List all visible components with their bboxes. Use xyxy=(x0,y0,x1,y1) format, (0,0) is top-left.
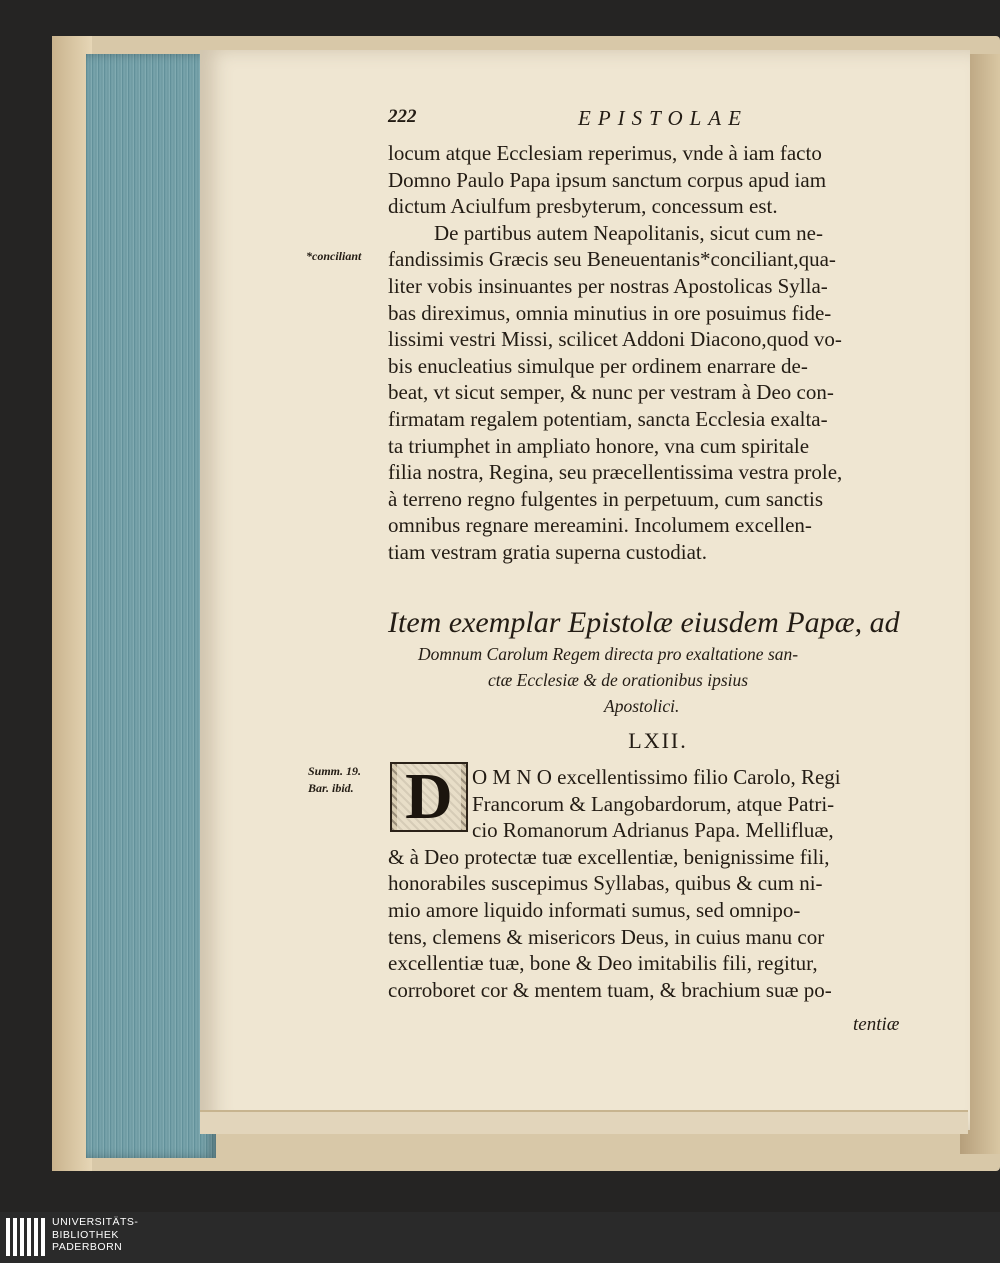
epistle-title-line: ctæ Ecclesiæ & de orationibus ipsius xyxy=(488,670,749,690)
page-bottom-edge xyxy=(200,1110,968,1134)
epistle-title xyxy=(388,606,928,722)
chapter-number: LXII. xyxy=(628,728,688,753)
page-number: 222 xyxy=(388,106,417,127)
catchword: tentiæ xyxy=(853,1014,900,1035)
body-line: dictum Aciulfum presbyterum, concessum est. xyxy=(388,194,778,219)
margin-note-bar: Bar. ibid. xyxy=(308,781,354,795)
letter-line: corroboret cor & mentem tuam, & brachium suæ po- xyxy=(388,977,832,1002)
epistle-title-line: Apostolici. xyxy=(604,696,680,716)
library-line: BIBLIOTHEK xyxy=(52,1228,119,1241)
letter-line: O M N O excellentissimo filio Carolo, Regi xyxy=(472,765,841,789)
letter-line: honorabiles suscepimus Syllabas, quibus & cum ni- xyxy=(388,871,823,896)
letter-line: & à Deo protectæ tuæ excellentiæ, benignissime fili, xyxy=(388,844,830,869)
body-line: Domno Paulo Papa ipsum sanctum corpus apud iam xyxy=(388,167,827,192)
body-line: omnibus regnare mereamini. Incolumem excellen- xyxy=(388,513,812,538)
body-line: beat, vt sicut semper, & nunc per vestram à Deo con- xyxy=(388,380,834,405)
epistle-title-line: Domnum Carolum Regem directa pro exaltatione san- xyxy=(418,644,799,664)
body-line: bas direximus, omnia minutius in ore posuimus fide- xyxy=(388,300,832,325)
body-text-block xyxy=(388,140,928,566)
margin-note-summ: Summ. 19. xyxy=(308,764,362,778)
epistle-title-main: Item exemplar Epistolæ eiusdem Papæ, ad xyxy=(388,606,900,639)
letter-line: mio amore liquido informati sumus, sed omnipo- xyxy=(388,897,801,922)
body-line: ta triumphet in ampliato honore, vna cum spiritale xyxy=(388,433,810,458)
body-line: tiam vestram gratia superna custodiat. xyxy=(388,539,707,564)
footer-bar xyxy=(0,1212,1000,1263)
initial-letter: D xyxy=(397,764,461,830)
body-line: bis enucleatius simulque per ordinem enarrare de- xyxy=(388,353,808,378)
letter-line: Francorum & Langobardorum, atque Patri- xyxy=(472,791,835,816)
body-line: liter vobis insinuantes per nostras Apostolicas Sylla- xyxy=(388,273,828,298)
body-line: locum atque Ecclesiam reperimus, vnde à iam facto xyxy=(388,141,822,165)
letter-line: cio Romanorum Adrianus Papa. Mellifluæ, xyxy=(472,818,834,843)
running-head: EPISTOLAE xyxy=(578,106,748,130)
body-line: filia nostra, Regina, seu præcellentissima vestra prole, xyxy=(388,460,843,485)
body-line: fandissimis Græcis seu Beneuentanis*conciliant,qua- xyxy=(388,247,836,272)
page-block-edge xyxy=(86,54,216,1158)
body-line: à terreno regno fulgentes in perpetuum, cum sanctis xyxy=(388,486,824,511)
margin-note-conciliant: *conciliant xyxy=(306,249,362,263)
body-line: lissimi vestri Missi, scilicet Addoni Diacono,quod vo- xyxy=(388,327,842,352)
body-line: De partibus autem Neapolitanis, sicut cum ne- xyxy=(434,220,823,245)
body-line: firmatam regalem potentiam, sancta Ecclesia exalta- xyxy=(388,406,828,431)
letter-line: excellentiæ tuæ, bone & Deo imitabilis fili, regitur, xyxy=(388,951,818,976)
page-header xyxy=(388,106,928,136)
library-line: PADERBORN xyxy=(52,1241,123,1253)
library-line: UNIVERSITÄTS- xyxy=(52,1216,139,1228)
library-logo-icon xyxy=(6,1218,46,1256)
library-logo-text xyxy=(52,1216,138,1254)
letter-line: tens, clemens & misericors Deus, in cuius manu cor xyxy=(388,924,825,949)
letter-text-block xyxy=(388,764,928,1003)
